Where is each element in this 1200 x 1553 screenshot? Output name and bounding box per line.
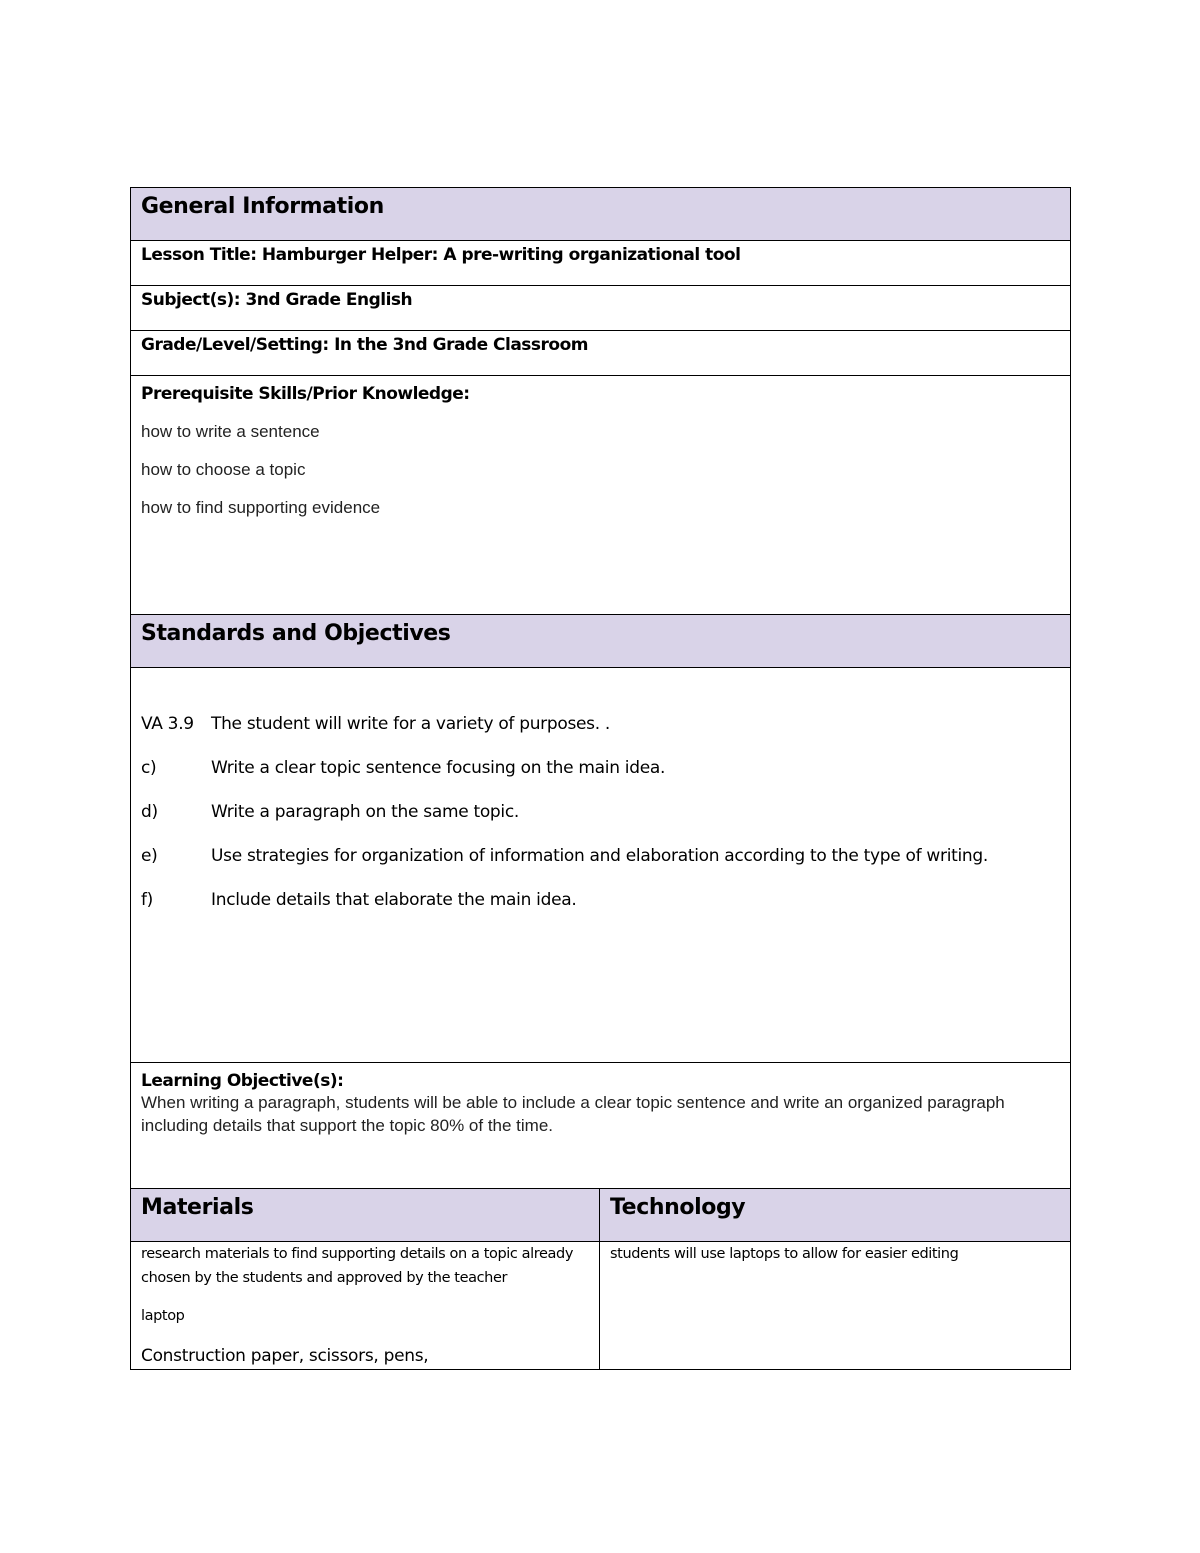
subjects: Subject(s): 3nd Grade English	[131, 286, 1071, 331]
lesson-plan-table	[130, 187, 1071, 1370]
standard-text: Use strategies for organization of information and elaboration according to the type of writing.	[211, 846, 988, 866]
general-information-header: General Information	[131, 188, 1071, 241]
standard-text: Include details that elaborate the main idea.	[211, 890, 577, 910]
technology-text: students will use laptops to allow for easier editing	[610, 1246, 959, 1262]
prerequisite-label: Prerequisite Skills/Prior Knowledge:	[141, 384, 470, 404]
standard-item	[141, 890, 1060, 934]
materials-line: laptop	[141, 1308, 185, 1324]
prerequisite-cell	[131, 376, 1071, 615]
standard-text: The student will write for a variety of purposes. .	[211, 714, 611, 734]
materials-line: research materials to find supporting details on a topic already chosen by the students and approved by the teacher	[141, 1246, 574, 1286]
prereq-item: how to write a sentence	[141, 422, 320, 441]
lesson-title: Lesson Title: Hamburger Helper: A pre-writing organizational tool	[131, 241, 1071, 286]
prereq-item: how to choose a topic	[141, 460, 306, 479]
learning-objective-text: When writing a paragraph, students will be able to include a clear topic sentence and write an organized paragraph including details that support the topic 80% of the time.	[141, 1093, 1005, 1135]
standards-cell	[131, 668, 1071, 1063]
standard-item	[141, 802, 1060, 846]
prereq-item: how to find supporting evidence	[141, 498, 381, 517]
standard-code: VA 3.9	[141, 714, 194, 734]
standard-item	[141, 758, 1060, 802]
standard-code: f)	[141, 890, 154, 910]
standard-item	[141, 846, 1060, 890]
materials-header: Materials	[131, 1189, 600, 1242]
standard-text: Write a clear topic sentence focusing on the main idea.	[211, 758, 666, 778]
learning-objective-cell	[131, 1063, 1071, 1189]
materials-cell	[131, 1242, 600, 1370]
technology-cell	[600, 1242, 1071, 1370]
materials-line: Construction paper, scissors, pens,	[141, 1346, 429, 1366]
standard-item	[141, 714, 1060, 758]
standards-header: Standards and Objectives	[131, 615, 1071, 668]
learning-objective-label: Learning Objective(s):	[141, 1071, 344, 1091]
technology-header: Technology	[600, 1189, 1071, 1242]
standard-code: c)	[141, 758, 157, 778]
standard-text: Write a paragraph on the same topic.	[211, 802, 520, 822]
standard-code: e)	[141, 846, 158, 866]
standard-code: d)	[141, 802, 158, 822]
grade-level-setting: Grade/Level/Setting: In the 3nd Grade Classroom	[131, 331, 1071, 376]
